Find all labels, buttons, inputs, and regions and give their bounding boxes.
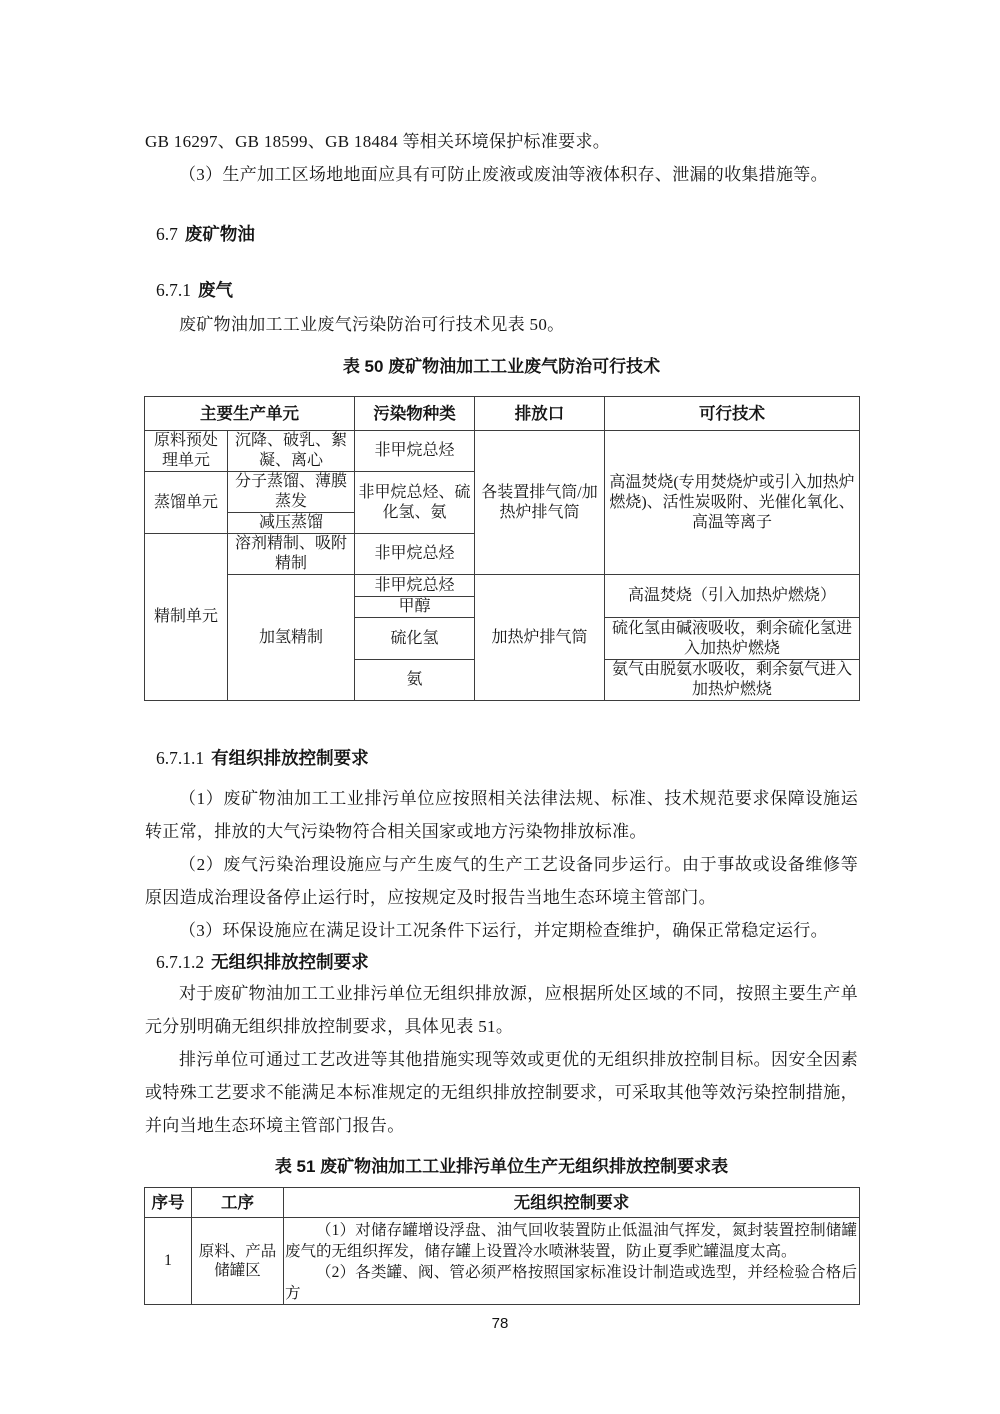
- cell-technique-main: 高温焚烧(专用焚烧炉或引入加热炉燃烧)、活性炭吸附、光催化氧化、高温等离子: [605, 431, 860, 575]
- cell-outlet-heater-stack: 加热炉排气筒: [475, 575, 605, 701]
- table-row: [145, 575, 860, 597]
- paragraph-see-table-50: 废矿物油加工工业废气污染防治可行技术见表 50。: [179, 315, 565, 334]
- cell-row-index: 1: [145, 1218, 192, 1305]
- cell-fugitive-requirements: [284, 1218, 860, 1305]
- cell-process-solvent: 溶剂精制、吸附精制: [228, 534, 355, 575]
- cell-pollutant-ammonia: 氨: [355, 660, 475, 701]
- cell-process-tank-area: 原料、产品储罐区: [192, 1218, 284, 1305]
- cell-process-vacuum: 减压蒸馏: [228, 513, 355, 534]
- table50-header-outlet: 排放口: [475, 397, 605, 431]
- cell-pollutant-h2s: 硫化氢: [355, 618, 475, 660]
- table50-header-row: [145, 397, 860, 431]
- table50-header-technique: 可行技术: [605, 397, 860, 431]
- heading-number: 6.7.1: [156, 280, 191, 300]
- cell-unit-pretreatment: 原料预处理单元: [145, 431, 228, 472]
- heading-6-7-1: [156, 281, 233, 300]
- table51-header-process: 工序: [192, 1188, 284, 1218]
- heading-title: 有组织排放控制要求: [211, 748, 369, 768]
- cell-technique-incineration: 高温焚烧（引入加热炉燃烧）: [605, 575, 860, 618]
- heading-number: 6.7.1.2: [156, 952, 205, 972]
- heading-number: 6.7.1.1: [156, 748, 205, 768]
- paragraph-fugitive-2: 排污单位可通过工艺改进等其他措施实现等效或更优的无组织排放控制目标。因安全因素或特殊工艺要求不能满足本标准规定的无组织排放控制要求，可采取其他等效污染控制措施，并向当地生态环境主管部门报告。: [145, 1050, 858, 1135]
- paragraph-organized-1: （1）废矿物油加工工业排污单位应按照相关法律法规、标准、技术规范要求保障设施运转正常，排放的大气污染物符合相关国家或地方污染物排放标准。: [145, 789, 858, 841]
- cell-technique-ammonia: 氨气由脱氨水吸收，剩余氨气进入加热炉燃烧: [605, 660, 860, 701]
- paragraph-fugitive-1: 对于废矿物油加工工业排污单位无组织排放源，应根据所处区域的不同，按照主要生产单元分别明确无组织排放控制要求，具体见表 51。: [145, 984, 858, 1036]
- requirement-item-2: （2）各类罐、阀、管必须严格按照国家标准设计制造或选型，并经检验合格后方: [285, 1264, 857, 1302]
- heading-6-7-1-2: [156, 953, 369, 972]
- table51-header-row: [145, 1188, 860, 1218]
- table50-header-unit: 主要生产单元: [145, 397, 355, 431]
- cell-process-settling: 沉降、破乳、絮凝、离心: [228, 431, 355, 472]
- heading-6-7: [156, 225, 255, 244]
- page-number: 78: [491, 1315, 509, 1332]
- cell-process-molecular: 分子蒸馏、薄膜蒸发: [228, 472, 355, 513]
- heading-title: 废气: [198, 280, 233, 300]
- cell-unit-distillation: 蒸馏单元: [145, 472, 228, 534]
- cell-pollutant-mix: 非甲烷总烃、硫化氢、氨: [355, 472, 475, 534]
- cell-technique-h2s: 硫化氢由碱液吸收，剩余硫化氢进入加热炉燃烧: [605, 618, 860, 660]
- heading-number: 6.7: [156, 224, 178, 244]
- paragraph-standards-reference: GB 16297、GB 18599、GB 18484 等相关环境保护标准要求。: [145, 132, 611, 151]
- cell-process-hydro: 加氢精制: [228, 575, 355, 701]
- cell-pollutant-nmhc3: 非甲烷总烃: [355, 575, 475, 597]
- cell-pollutant-nmhc2: 非甲烷总烃: [355, 534, 475, 575]
- requirement-item-1: （1）对储存罐增设浮盘、油气回收装置防止低温油气挥发，氮封装置控制储罐废气的无组织挥发，储存罐上设置冷水喷淋装置，防止夏季贮罐温度太高。: [285, 1222, 857, 1260]
- table-row: [145, 431, 860, 472]
- heading-6-7-1-1: [156, 749, 369, 768]
- heading-title: 废矿物油: [184, 224, 255, 244]
- table51-header-index: 序号: [145, 1188, 192, 1218]
- paragraph-site-requirement-3: （3）生产加工区场地地面应具有可防止废液或废油等液体积存、泄漏的收集措施等。: [179, 165, 828, 184]
- table50-caption: 表 50 废矿物油加工工业废气防治可行技术: [342, 357, 661, 376]
- cell-pollutant-nmhc: 非甲烷总烃: [355, 431, 475, 472]
- paragraph-organized-3: （3）环保设施应在满足设计工况条件下运行，并定期检查维护，确保正常稳定运行。: [179, 921, 828, 940]
- cell-pollutant-methanol: 甲醇: [355, 597, 475, 618]
- table51-caption: 表 51 废矿物油加工工业排污单位生产无组织排放控制要求表: [274, 1157, 729, 1176]
- cell-unit-refining: 精制单元: [145, 534, 228, 701]
- table50-header-pollutant: 污染物种类: [355, 397, 475, 431]
- cell-outlet-all-stacks: 各装置排气筒/加热炉排气筒: [475, 431, 605, 575]
- table50: [144, 396, 860, 701]
- table51: [144, 1187, 860, 1305]
- paragraph-organized-2: （2）废气污染治理设施应与产生废气的生产工艺设备同步运行。由于事故或设备维修等原因造成治理设备停止运行时，应按规定及时报告当地生态环境主管部门。: [145, 855, 858, 907]
- heading-title: 无组织排放控制要求: [211, 952, 369, 972]
- table51-header-requirement: 无组织控制要求: [284, 1188, 860, 1218]
- table-row: [145, 1218, 860, 1305]
